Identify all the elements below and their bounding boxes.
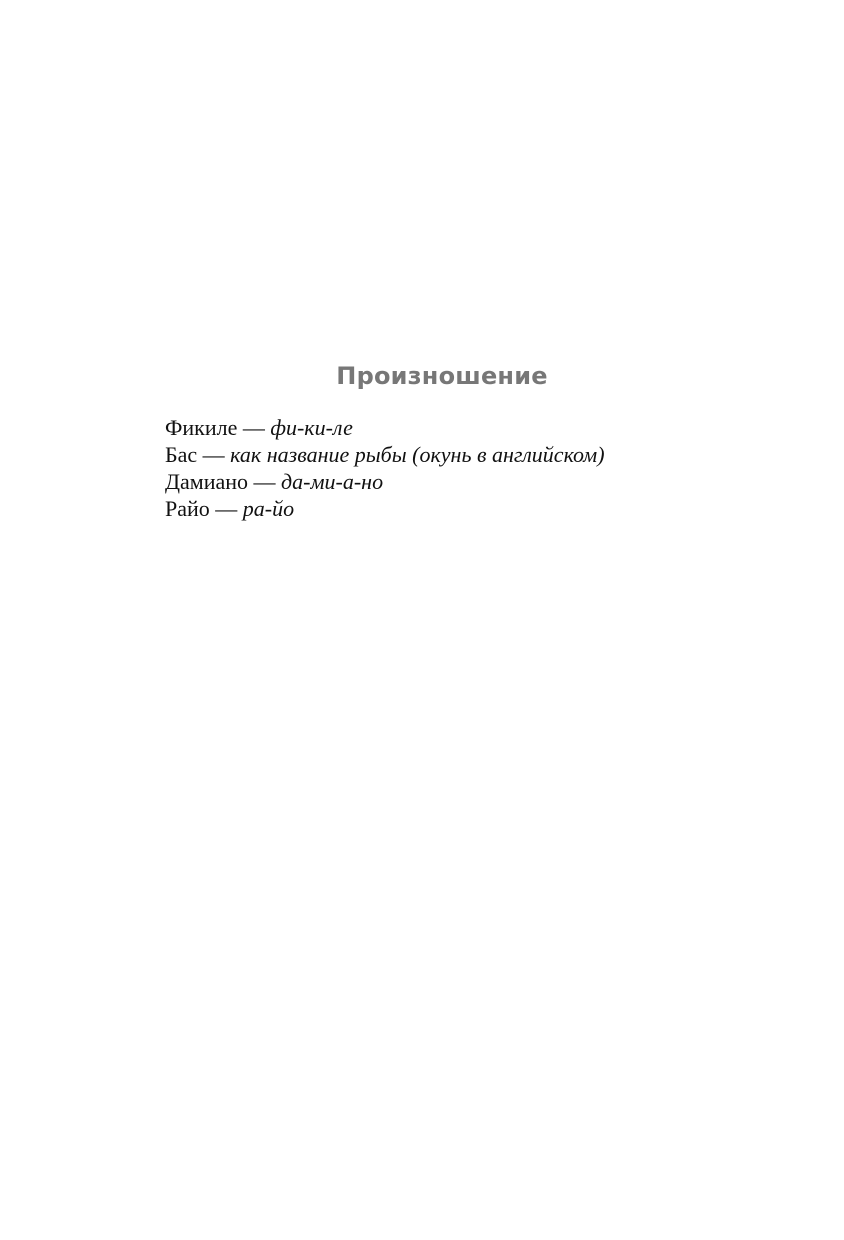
entry-separator: — — [197, 442, 231, 467]
entry-pronunciation: как название рыбы (окунь в английском) — [230, 442, 605, 467]
pronunciation-entry — [165, 468, 605, 495]
entry-pronunciation: фи-ки-ле — [270, 415, 353, 440]
entry-pronunciation: ра-йо — [242, 496, 295, 521]
pronunciation-entry — [165, 495, 605, 522]
pronunciation-entry — [165, 414, 605, 441]
entry-name: Райо — [165, 496, 210, 521]
pronunciation-entry — [165, 441, 605, 468]
page-heading: Произношение — [336, 362, 548, 390]
entry-name: Фикиле — [165, 415, 238, 440]
entry-separator: — — [248, 469, 282, 494]
entry-separator: — — [209, 496, 243, 521]
entry-pronunciation: да-ми-а-но — [281, 469, 384, 494]
pronunciation-list — [165, 414, 605, 522]
entry-name: Бас — [165, 442, 198, 467]
entry-separator: — — [237, 415, 271, 440]
entry-name: Дамиано — [165, 469, 249, 494]
